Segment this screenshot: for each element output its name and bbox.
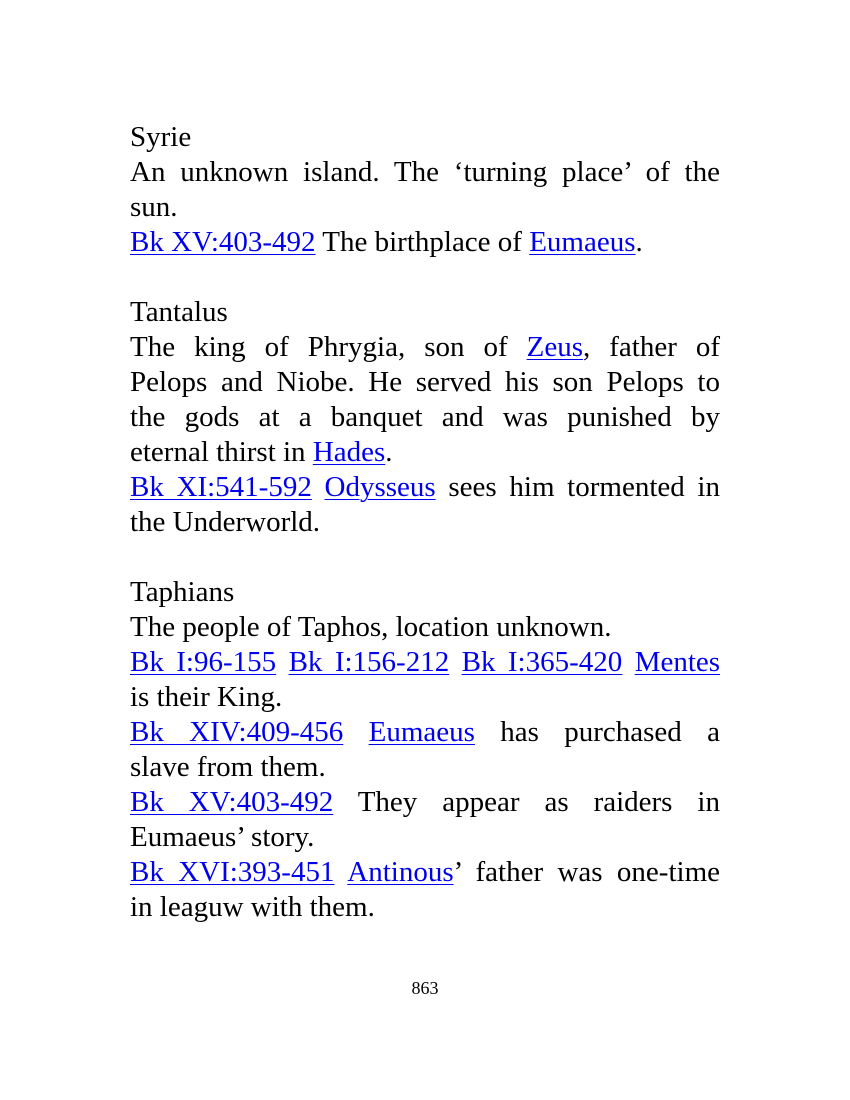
book-reference-link[interactable]: Bk I:365-420: [461, 646, 623, 678]
entry-syrie: [130, 120, 720, 260]
entry-taphians: [130, 575, 720, 925]
entry-spacer: [130, 540, 720, 575]
character-link[interactable]: Mentes: [634, 646, 721, 678]
reference-line: slave from them.: [130, 751, 326, 783]
reference-line: [130, 715, 720, 750]
reference-line: the Underworld.: [130, 506, 321, 538]
character-link[interactable]: Eumaeus: [529, 226, 636, 258]
glossary-page: [130, 120, 720, 925]
book-reference-link[interactable]: Bk I:156-212: [288, 646, 450, 678]
book-reference-link[interactable]: Bk XV:403-492: [130, 226, 316, 258]
character-link[interactable]: Eumaeus: [368, 716, 475, 748]
book-reference-link[interactable]: Bk XIV:409-456: [130, 716, 344, 748]
book-reference-link[interactable]: Bk XI:541-592: [130, 471, 312, 503]
entry-description-line: the gods at a banquet and was punished by: [130, 401, 720, 433]
entry-heading: Tantalus: [130, 296, 228, 328]
reference-line: is their King.: [130, 681, 283, 713]
book-reference-link[interactable]: Bk XV:403-492: [130, 786, 334, 818]
page-number: 863: [411, 978, 439, 998]
entry-heading: Taphians: [130, 576, 235, 608]
reference-text: [312, 471, 325, 503]
reference-line: [130, 645, 720, 680]
reference-line: in leaguw with them.: [130, 891, 375, 923]
character-link[interactable]: Zeus: [526, 331, 583, 363]
reference-line: [130, 470, 720, 505]
reference-text: [334, 856, 347, 888]
reference-text: .: [635, 226, 643, 258]
entry-description-line: [130, 435, 720, 470]
character-link[interactable]: Odysseus: [324, 471, 436, 503]
entry-description-line: The people of Taphos, location unknown.: [130, 611, 612, 643]
reference-text: has purchased a: [500, 716, 720, 748]
description-text: .: [385, 436, 393, 468]
entry-description-line: An unknown island. The ‘turning place’ of the: [130, 156, 720, 188]
reference-line: [130, 855, 720, 890]
entry-description-line: Pelops and Niobe. He served his son Pelops to: [130, 366, 720, 398]
reference-text: sees him tormented in: [435, 471, 720, 503]
reference-line: [130, 225, 720, 260]
reference-line: Eumaeus’ story.: [130, 821, 315, 853]
book-reference-link[interactable]: Bk XVI:393-451: [130, 856, 335, 888]
reference-text: They appear as raiders in: [357, 786, 720, 818]
description-text: eternal thirst in: [130, 436, 313, 468]
entry-description-line: sun.: [130, 191, 178, 223]
reference-line: [130, 785, 720, 820]
entry-heading: Syrie: [130, 121, 192, 153]
reference-text: ’ father was one-time: [453, 856, 721, 888]
character-link[interactable]: Antinous: [347, 856, 454, 888]
entry-description-line: [130, 330, 720, 365]
entry-tantalus: [130, 295, 720, 540]
place-link[interactable]: Hades: [312, 436, 386, 468]
entry-spacer: [130, 260, 720, 295]
description-text: , father of: [583, 331, 720, 363]
book-reference-link[interactable]: Bk I:96-155: [130, 646, 277, 678]
reference-text: The birthplace of: [315, 226, 530, 258]
description-text: The king of Phrygia, son of: [130, 331, 527, 363]
